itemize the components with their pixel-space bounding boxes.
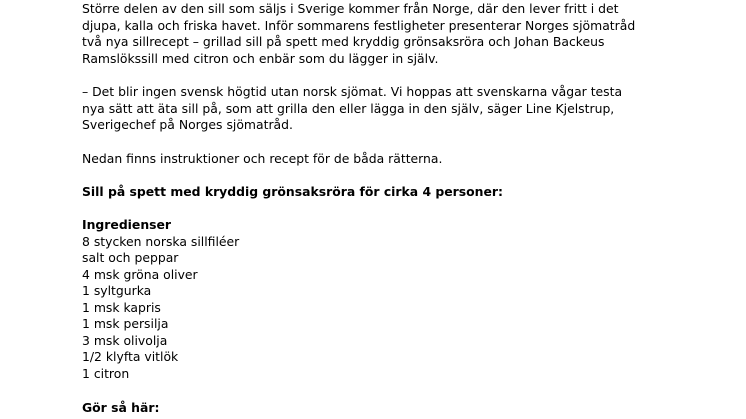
ingredient-item: 4 msk gröna oliver [82, 266, 198, 282]
ingredient-item: salt och peppar [82, 250, 179, 265]
intro-line: Ramslökssill med citron och enbär som du lägger in själv. [82, 50, 439, 66]
instructions-heading [82, 400, 159, 417]
note-line: Nedan finns instruktioner och recept för de båda rätterna. [82, 151, 443, 166]
ingredient-item: 1 syltgurka [82, 283, 152, 298]
quote-line: – Det blir ingen svensk högtid utan norsk sjömat. Vi hoppas att svenskarna vågar testa [82, 84, 623, 99]
intro-line: djupa, kalla och friska havet. Inför sommarens festligheter presenterar Norges sjömatråd [82, 17, 636, 33]
ingredients-section [82, 217, 239, 382]
ingredient-item: 1 msk kapris [82, 299, 161, 315]
quote-paragraph [82, 84, 622, 134]
recipe-title [82, 184, 503, 201]
ingredient-item: 3 msk olivolja [82, 332, 168, 348]
quote-line: Sverigechef på Norges sjömatråd. [82, 117, 293, 132]
note-paragraph [82, 151, 442, 168]
intro-line: Större delen av den sill som säljs i Sverige kommer från Norge, där den lever fritt i det [82, 1, 619, 16]
ingredients-heading: Ingredienser [82, 217, 172, 232]
intro-line: två nya sillrecept – grillad sill på spett med kryddig grönsaksröra och Johan Backeus [82, 34, 605, 49]
recipe-title-text: Sill på spett med kryddig grönsaksröra för cirka 4 personer: [82, 184, 503, 199]
ingredient-item: 8 stycken norska sillfiléer [82, 233, 240, 249]
ingredient-item: 1 msk persilja [82, 316, 169, 331]
quote-line: nya sätt att äta sill på, som att grilla den eller lägga in den själv, säger Line Kjelstrup, [82, 100, 615, 116]
intro-paragraph [82, 1, 635, 67]
ingredient-item: 1 citron [82, 365, 130, 381]
instructions-heading-text: Gör så här: [82, 400, 160, 415]
ingredient-item: 1/2 klyfta vitlök [82, 349, 179, 364]
